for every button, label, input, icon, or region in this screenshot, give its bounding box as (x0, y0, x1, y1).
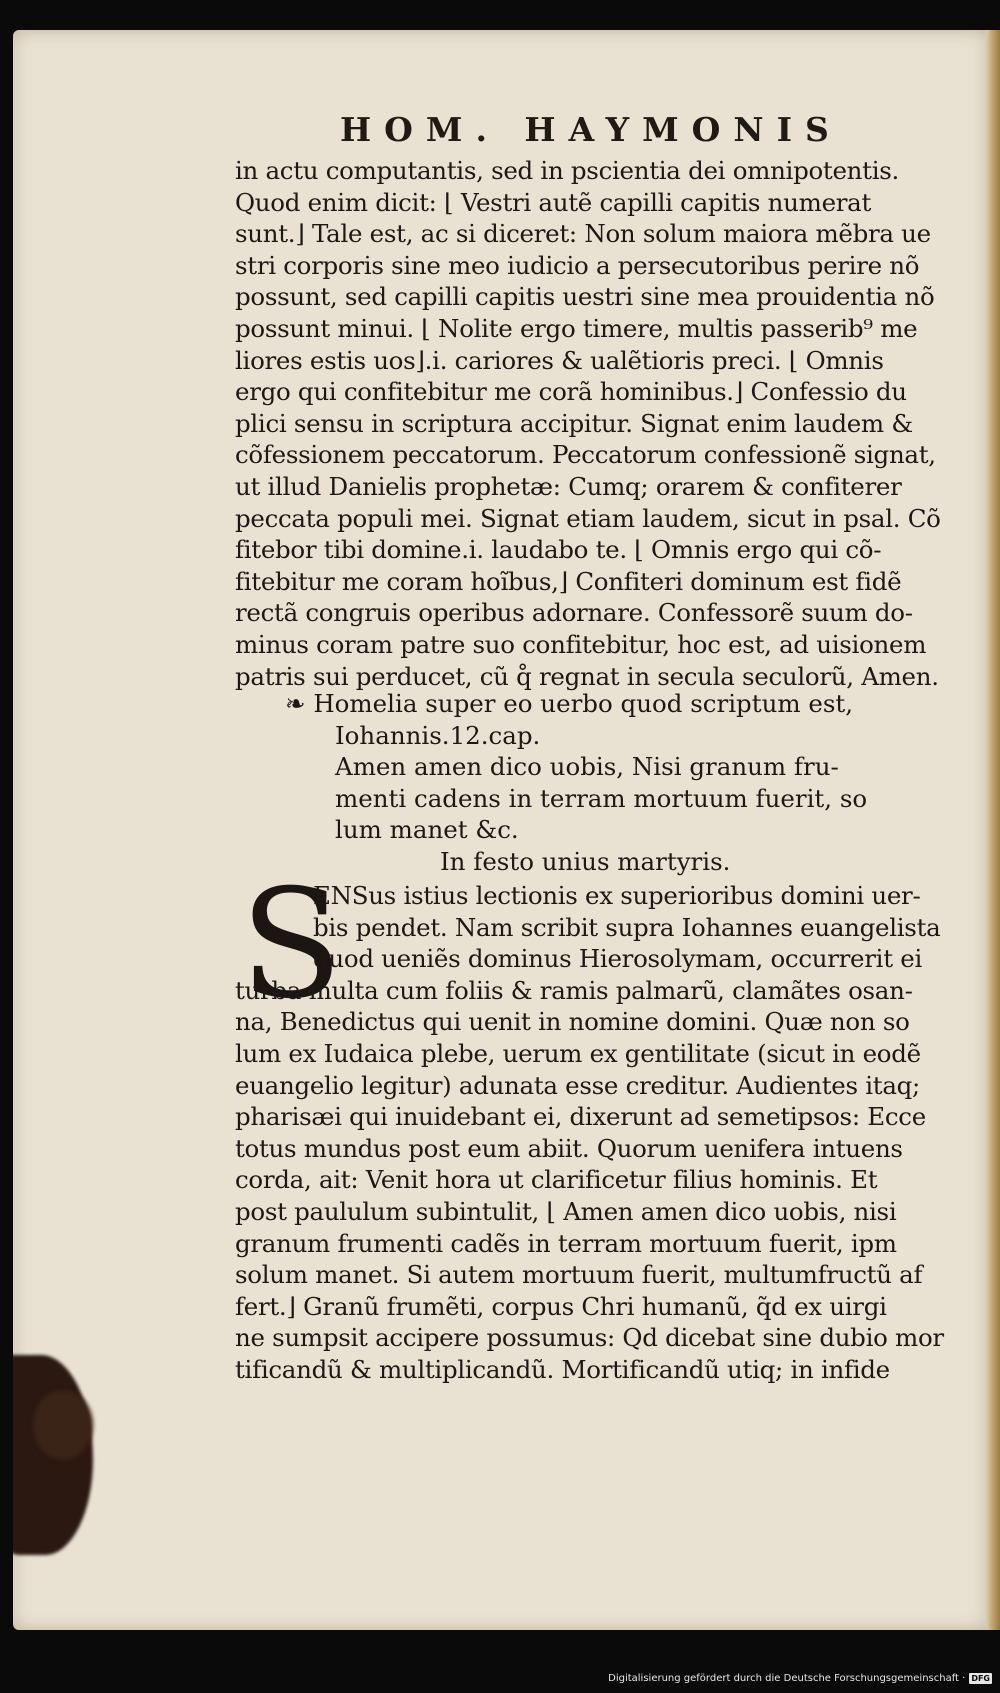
dfg-logo-icon: DFG (971, 1674, 990, 1683)
text-line: possunt, sed capilli capitis uestri sine mea prouidentia nõ (235, 282, 935, 312)
digitization-credit (608, 1673, 992, 1684)
running-head: HOM. HAYMONIS (340, 110, 842, 149)
decorated-initial: S (240, 858, 343, 1032)
text-line: fitebitur me coram hoĩbus,⌋ Confiteri dominum est fidẽ (235, 566, 902, 596)
text-line: lum ex Iudaica plebe, uerum ex gentilitate (sicut in eodẽ (235, 1038, 921, 1068)
text-line: quod ueniẽs dominus Hierosolymam, occurrerit ei (313, 944, 922, 974)
homily-title-line: ❧ Homelia super eo uerbo quod scriptum est, (285, 689, 854, 718)
text-line: bis pendet. Nam scribit supra Iohannes euangelista (313, 912, 941, 942)
text-line: liores estis uos⌋.i. cariores & ualẽtioris preci. ⌊ Omnis (235, 345, 884, 375)
text-line: na, Benedictus qui uenit in nomine domini. Quæ non so (235, 1007, 910, 1037)
feast-designation: In festo unius martyris. (440, 846, 731, 876)
text-line: fitebor tibi domine.i. laudabo te. ⌊ Omnis ergo qui cõ- (235, 535, 882, 565)
text-line: rectã congruis operibus adornare. Confessorẽ suum do- (235, 598, 913, 628)
text-line: Quod enim dicit: ⌊ Vestri autẽ capilli capitis numerat (235, 187, 872, 217)
homily-title-line: Iohannis.12.cap. (335, 720, 541, 750)
homily-title-line: Amen amen dico uobis, Nisi granum fru- (335, 752, 839, 782)
text-line: cõfessionem peccatorum. Peccatorum confessionẽ signat, (235, 440, 936, 470)
text-line: in actu computantis, sed in pscientia dei omnipotentis. (235, 156, 899, 185)
text-line: turba multa cum foliis & ramis palmarũ, clamãtes osan- (235, 975, 913, 1005)
text-block-top (235, 155, 955, 692)
text-line: tificandũ & multiplicandũ. Mortificandũ utiq; in infide (235, 1354, 890, 1384)
credit-text: Digitalisierung gefördert durch die Deutsche Forschungsgemeinschaft · (608, 1673, 966, 1684)
text-line: ne sumpsit accipere possumus: Qd dicebat sine dubio mor (235, 1323, 944, 1353)
text-line: plici sensu in scriptura accipitur. Signat enim laudem & (235, 408, 913, 438)
text-line: ENSus istius lectionis ex superioribus domini uer- (313, 881, 921, 910)
text-line: totus mundus post eum abiit. Quorum uenifera intuens (235, 1133, 903, 1163)
text-line: euangelio legitur) adunata esse creditur. Audientes itaq; (235, 1070, 920, 1100)
page-stain-inner (33, 1390, 93, 1460)
homily-title (285, 688, 925, 878)
text-line: granum frumenti cadẽs in terram mortuum fuerit, ipm (235, 1228, 897, 1258)
text-line: sunt.⌋ Tale est, ac si diceret: Non solum maiora mẽbra ue (235, 219, 931, 249)
text-line: ut illud Danielis prophetæ: Cumq; orarem & confiterer (235, 471, 902, 501)
text-line: fert.⌋ Granũ frumẽti, corpus Chri humanũ, q̃d ex uirgi (235, 1291, 887, 1321)
homily-title-line: lum manet &c. (335, 815, 519, 845)
text-line: minus coram patre suo confitebitur, hoc est, ad uisionem (235, 629, 927, 659)
page-spine-edge (986, 30, 1000, 1630)
text-line: patris sui perducet, cũ q̊ regnat in secula seculorũ, Amen. (235, 661, 939, 691)
homily-title-line: menti cadens in terram mortuum fuerit, so (335, 783, 868, 813)
text-line: corda, ait: Venit hora ut clarificetur filius hominis. Et (235, 1165, 878, 1195)
text-line: possunt minui. ⌊ Nolite ergo timere, multis passerib⁹ me (235, 313, 918, 343)
text-line: stri corporis sine meo iudicio a persecutoribus perire nõ (235, 250, 920, 280)
text-line: post paululum subintulit, ⌊ Amen amen dico uobis, nisi (235, 1196, 897, 1226)
text-line: solum manet. Si autem mortuum fuerit, multumfructũ af (235, 1260, 923, 1290)
text-line: ergo qui confitebitur me corã hominibus.⌋ Confessio du (235, 377, 907, 407)
text-line: pharisæi qui inuidebant ei, dixerunt ad semetipsos: Ecce (235, 1102, 926, 1132)
text-line: peccata populi mei. Signat etiam laudem, sicut in psal. Cõ (235, 503, 941, 533)
